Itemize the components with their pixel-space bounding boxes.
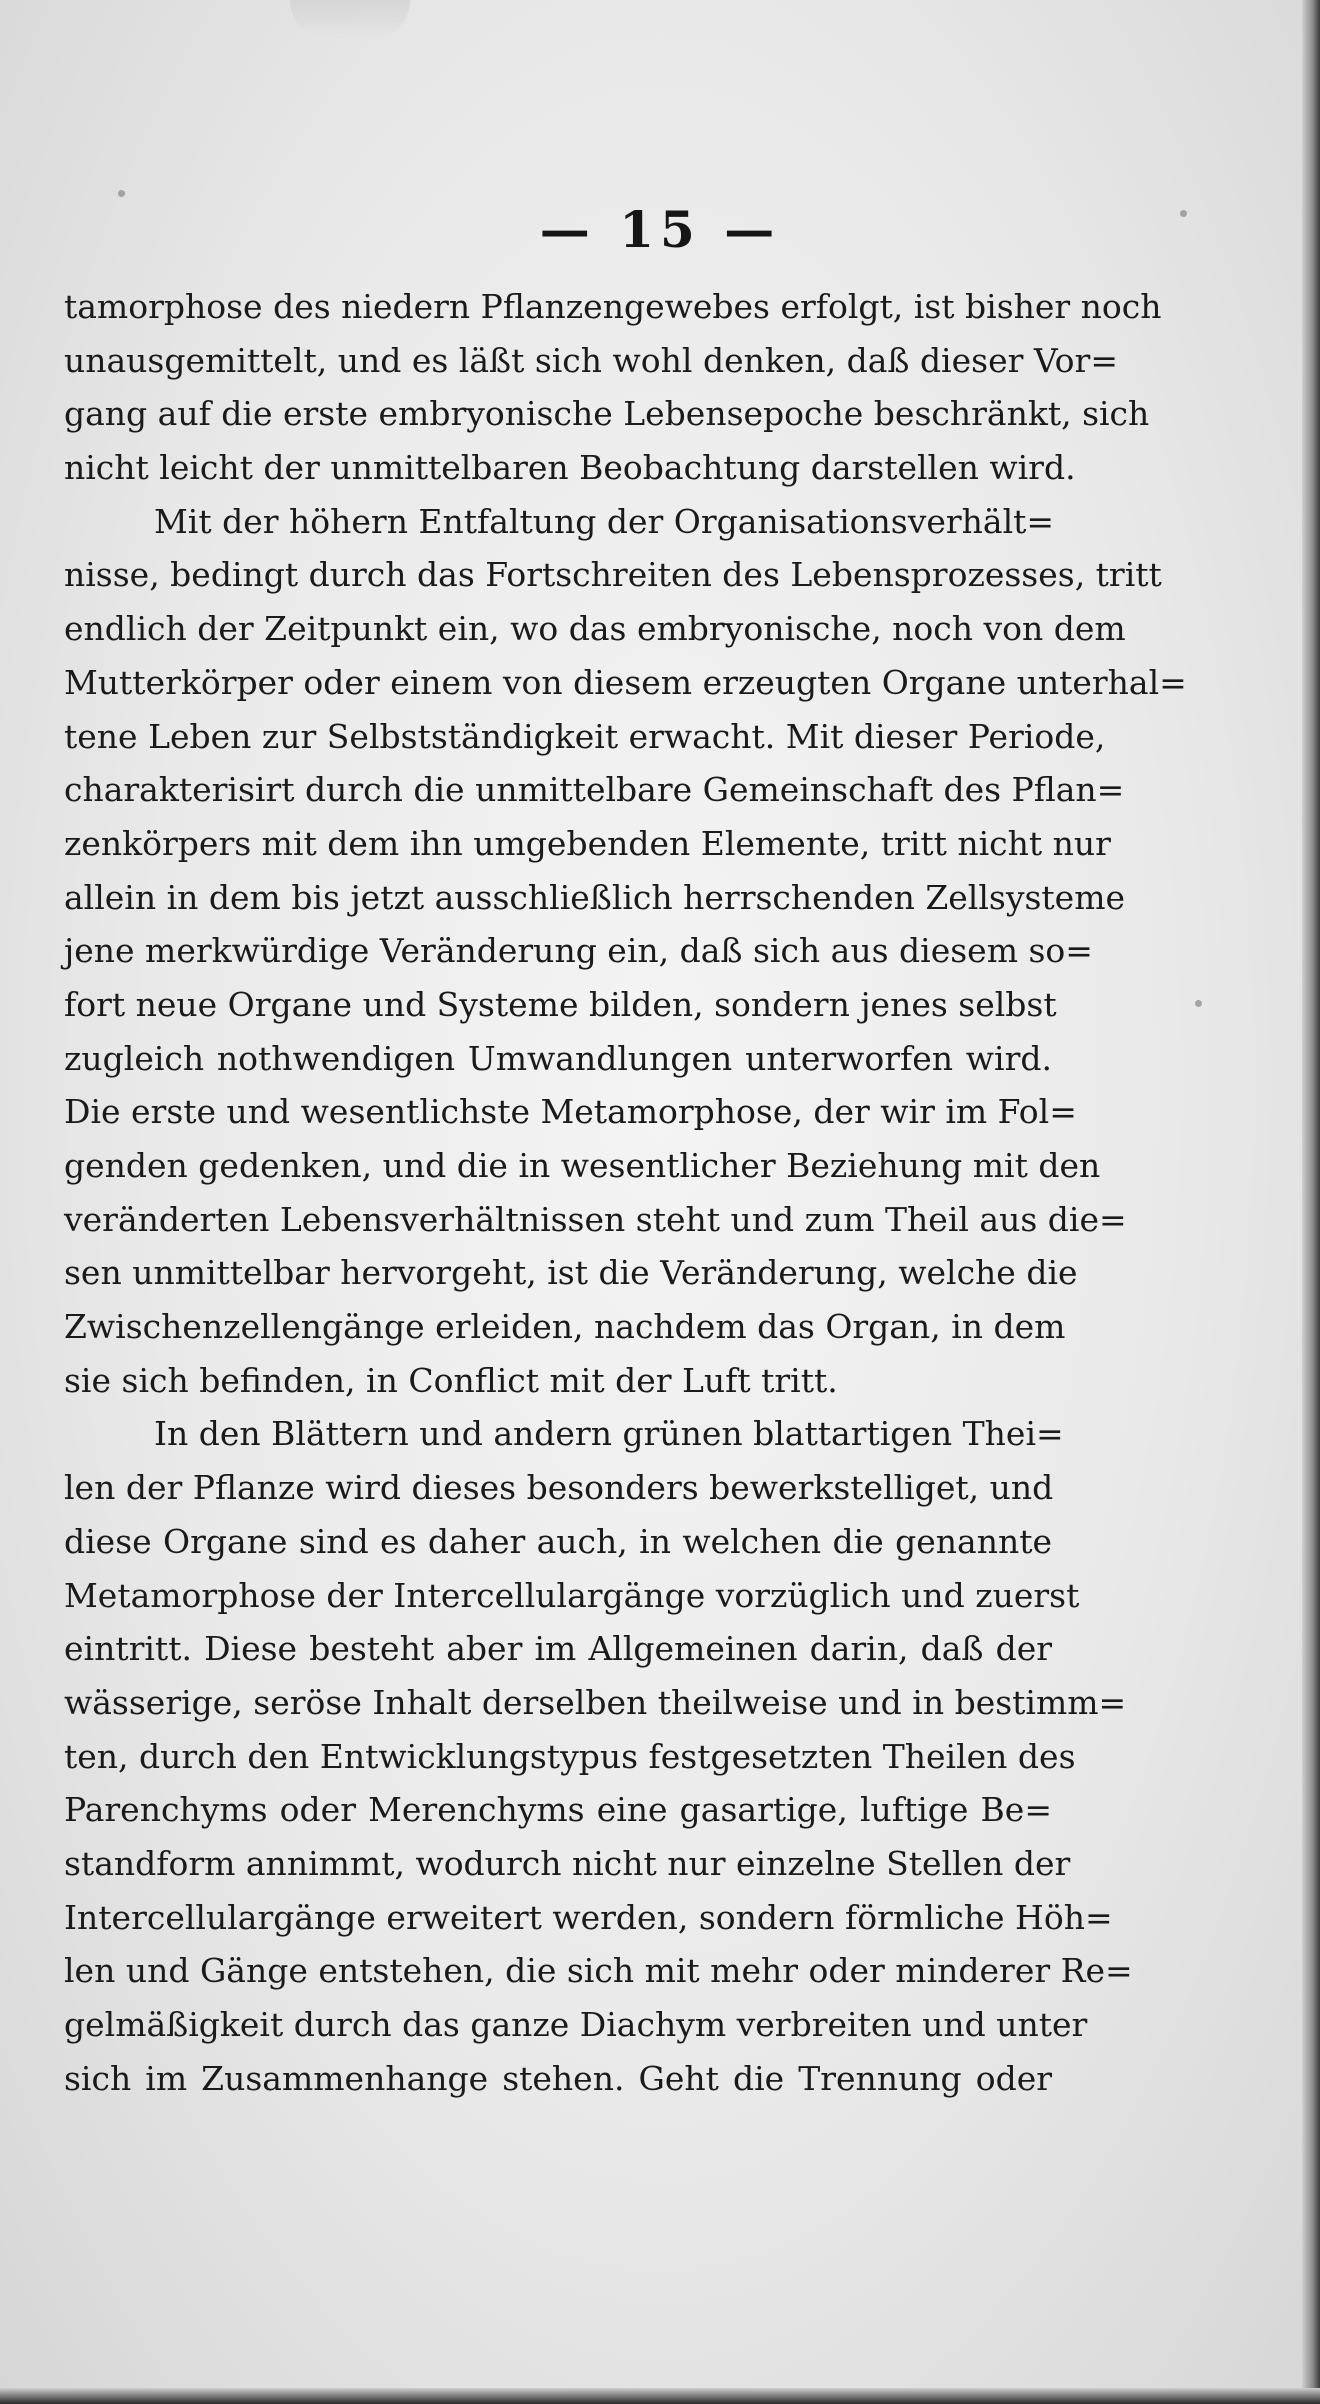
text-line: gelmäßigkeit durch das ganze Diachym verbreiten und unter [64, 2005, 1088, 2044]
text-line: Parenchyms oder Merenchyms eine gasartige, luftige Be= [64, 1790, 1052, 1830]
text-line: Mit der höhern Entfaltung der Organisationsverhält= [154, 501, 1055, 541]
text-line: Metamorphose der Intercellulargänge vorzüglich und zuerst [64, 1575, 1080, 1615]
text-line: charakterisirt durch die unmittelbare Gemeinschaft des Pflan= [64, 770, 1125, 810]
text-line: tene Leben zur Selbstständigkeit erwacht. Mit dieser Periode, [64, 716, 1106, 756]
text-line: jene merkwürdige Veränderung ein, daß sich aus diesem so= [64, 931, 1093, 971]
text-line: Zwischenzellengänge erleiden, nachdem das Organ, in dem [64, 1307, 1066, 1347]
text-line: In den Blättern und andern grünen blattartigen Thei= [154, 1414, 1064, 1454]
text-line: zenkörpers mit dem ihn umgebenden Elemente, tritt nicht nur [64, 823, 1111, 863]
paper-notch [290, 0, 410, 40]
text-line: nicht leicht der unmittelbaren Beobachtung darstellen wird. [64, 448, 1076, 488]
body-text [64, 280, 1187, 2105]
text-line: endlich der Zeitpunkt ein, wo das embryonische, noch von dem [64, 609, 1126, 649]
text-line: len und Gänge entstehen, die sich mit mehr oder minderer Re= [64, 1951, 1133, 1991]
text-line: len der Pflanze wird dieses besonders bewerkstelliget, und [64, 1468, 1054, 1508]
text-line: sie sich befinden, in Conflict mit der Luft tritt. [64, 1360, 838, 1400]
text-line: nisse, bedingt durch das Fortschreiten des Lebensprozesses, tritt [64, 555, 1162, 595]
text-line: sen unmittelbar hervorgeht, ist die Veränderung, welche die [64, 1253, 1078, 1293]
text-line: Die erste und wesentlichste Metamorphose, der wir im Fol= [64, 1092, 1077, 1132]
page-number: — 15 — [539, 200, 781, 259]
text-line: Mutterkörper oder einem von diesem erzeugten Organe unterhal= [64, 662, 1187, 702]
text-line: wässerige, seröse Inhalt derselben theilweise und in bestimm= [64, 1682, 1127, 1722]
text-line: veränderten Lebensverhältnissen steht und zum Theil aus die= [64, 1199, 1127, 1239]
text-line: sich im Zusammenhange stehen. Geht die Trennung oder [64, 2058, 1052, 2098]
page-edge-right [1302, 0, 1320, 2404]
text-line: allein in dem bis jetzt ausschließlich herrschenden Zellsysteme [64, 877, 1126, 917]
page-edge-bottom [0, 2388, 1320, 2404]
text-line: ten, durch den Entwicklungstypus festgesetzten Theilen des [64, 1736, 1076, 1776]
text-line: unausgemittelt, und es läßt sich wohl denken, daß dieser Vor= [64, 340, 1118, 380]
text-line: standform annimmt, wodurch nicht nur einzelne Stellen der [64, 1843, 1071, 1883]
paper-speck [118, 190, 125, 197]
text-line: zugleich nothwendigen Umwandlungen unterworfen wird. [64, 1038, 1052, 1078]
text-line: fort neue Organe und Systeme bilden, sondern jenes selbst [64, 984, 1057, 1024]
text-line: gang auf die erste embryonische Lebensepoche beschränkt, sich [64, 394, 1150, 434]
text-line: diese Organe sind es daher auch, in welchen die genannte [64, 1521, 1052, 1561]
paper-speck [1195, 1000, 1202, 1007]
text-line: eintritt. Diese besteht aber im Allgemeinen darin, daß der [64, 1629, 1052, 1669]
text-line: genden gedenken, und die in wesentlicher Beziehung mit den [64, 1146, 1101, 1185]
text-line: Intercellulargänge erweitert werden, sondern förmliche Höh= [64, 1897, 1113, 1937]
text-line: tamorphose des niedern Pflanzengewebes erfolgt, ist bisher noch [64, 287, 1162, 326]
